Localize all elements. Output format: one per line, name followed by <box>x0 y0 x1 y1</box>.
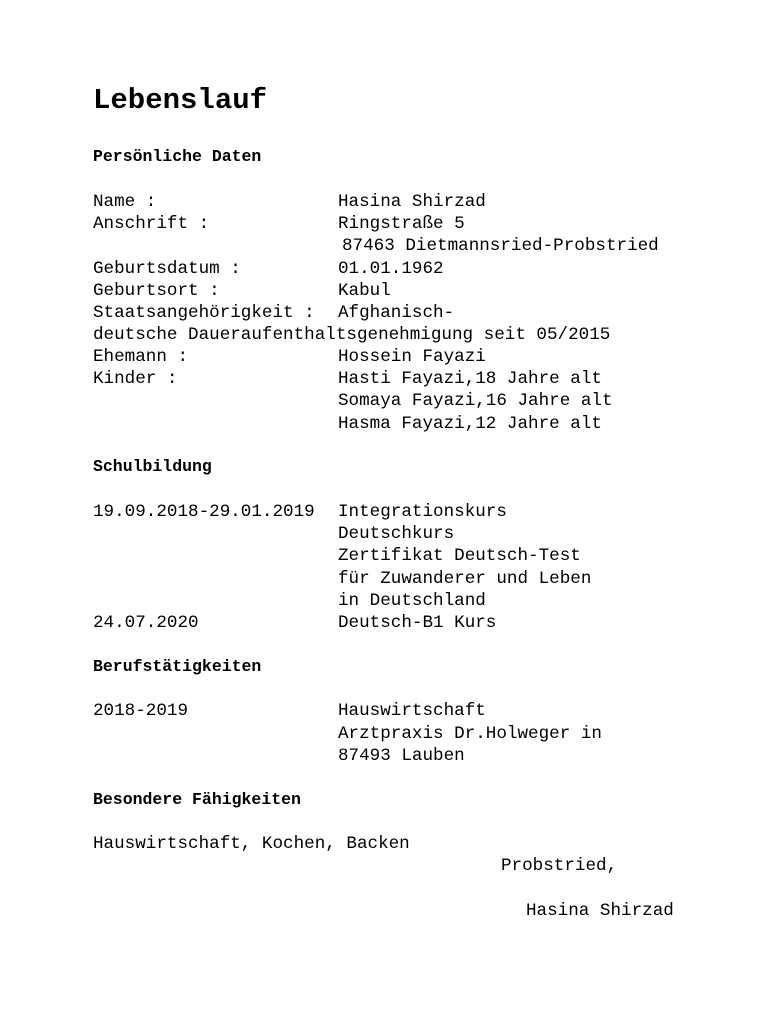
address-line1: Ringstraße 5 <box>338 214 465 234</box>
school-entry2-text: Deutsch-B1 Kurs <box>338 613 497 633</box>
spouse-value: Hossein Fayazi <box>338 347 486 367</box>
birthdate-value: 01.01.1962 <box>338 259 444 279</box>
school-entry1-line: Deutschkurs <box>338 524 455 544</box>
nationality-value: Afghanisch- <box>338 303 455 323</box>
child-entry: Hasma Fayazi,12 Jahre alt <box>338 414 602 434</box>
signature-name: Hasina Shirzad <box>526 901 674 921</box>
birthplace-value: Kabul <box>338 281 391 301</box>
school-entry1-line: in Deutschland <box>338 591 486 611</box>
work-entry1-date: 2018-2019 <box>93 701 189 721</box>
name-label: Name : <box>93 192 157 212</box>
work-entry1-line: 87493 Lauben <box>338 746 465 766</box>
document-title: Lebenslauf <box>93 84 268 117</box>
nationality-label: Staatsangehörigkeit : <box>93 303 315 323</box>
spouse-label: Ehemann : <box>93 347 189 367</box>
section-heading-skills: Besondere Fähigkeiten <box>93 790 301 809</box>
birthdate-label: Geburtsdatum : <box>93 259 241 279</box>
birthplace-label: Geburtsort : <box>93 281 220 301</box>
child-entry: Somaya Fayazi,16 Jahre alt <box>338 391 613 411</box>
school-entry1-line: für Zuwanderer und Leben <box>338 569 592 589</box>
school-entry1-line: Integrationskurs <box>338 502 507 522</box>
skills-text: Hauswirtschaft, Kochen, Backen <box>93 834 410 854</box>
section-heading-personal: Persönliche Daten <box>93 147 262 166</box>
work-entry1-line: Arztpraxis Dr.Holweger in <box>338 724 602 744</box>
section-heading-school: Schulbildung <box>93 457 212 476</box>
school-entry1-date: 19.09.2018-29.01.2019 <box>93 502 315 522</box>
school-entry1-line: Zertifikat Deutsch-Test <box>338 546 581 566</box>
school-entry2-date: 24.07.2020 <box>93 613 199 633</box>
address-line2: 87463 Dietmannsried-Probstried <box>342 236 659 256</box>
closing-place: Probstried, <box>501 856 618 876</box>
address-label: Anschrift : <box>93 214 210 234</box>
name-value: Hasina Shirzad <box>338 192 486 212</box>
child-entry: Hasti Fayazi,18 Jahre alt <box>338 369 602 389</box>
residence-permit-line: deutsche Daueraufenthaltsgenehmigung seit 05/2015 <box>93 325 611 345</box>
section-heading-work: Berufstätigkeiten <box>93 657 262 676</box>
work-entry1-line: Hauswirtschaft <box>338 701 486 721</box>
children-label: Kinder : <box>93 369 178 389</box>
